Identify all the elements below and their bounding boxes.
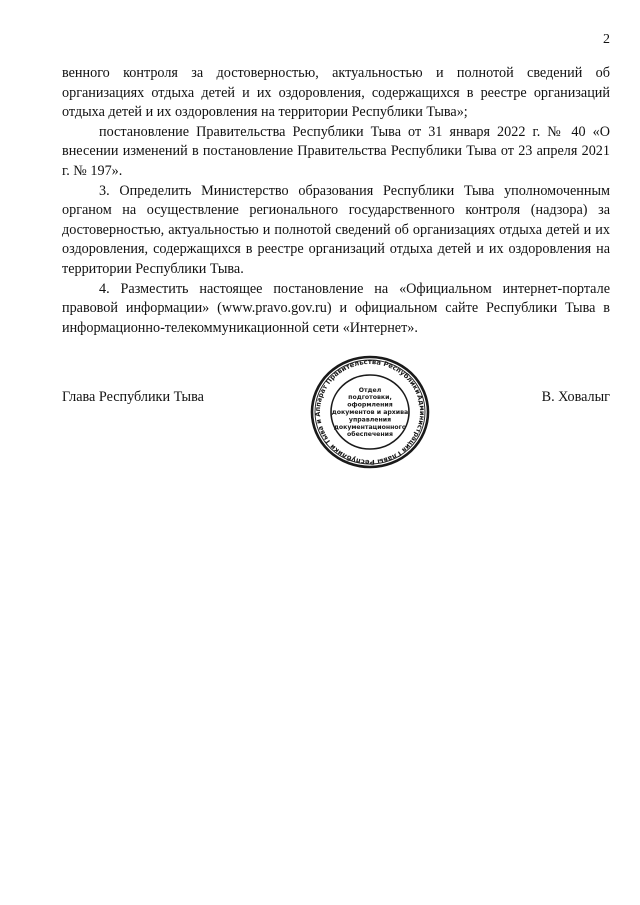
stamp-center-line: оформления <box>347 401 393 409</box>
stamp-center-text <box>332 387 408 438</box>
stamp-center-line: управления <box>348 416 392 424</box>
stamp-center-line: документов и архива <box>331 409 409 416</box>
signatory-name: В. Ховалыг <box>541 389 610 405</box>
stamp-seal-icon <box>300 352 440 472</box>
stamp-center-line: документационного <box>333 423 407 431</box>
signatory-title: Глава Республики Тыва <box>62 389 204 405</box>
paragraph-item-3: 3. Определить Министерство образования Республики Тыва уполномоченным органом на осуществление регионального государственного контроля (надзора) за достоверностью, актуальностью и полнотой сведений об организациях отдыха детей и их оздоровления, содержащихся в реестре организаций отдыха детей и их оздоровления на территории Республики Тыва. <box>62 182 610 277</box>
official-stamp <box>300 352 440 472</box>
stamp-center-line: обеспечения <box>347 431 393 439</box>
paragraph-item-4: 4. Разместить настоящее постановление на «Официальном интернет-портале правовой информации» (www.pravo.gov.ru) и официальном сайте Республики Тыва в информационно-телекоммуникационной сети «Интернет». <box>62 280 610 336</box>
document-body <box>62 64 610 338</box>
stamp-center-line: подготовки, <box>348 394 392 402</box>
page-number: 2 <box>603 32 610 47</box>
paragraph-resolution-reference: постановление Правительства Республики Тыва от 31 января 2022 г. № 40 «О внесении изменений в постановление Правительства Республики Тыва от 23 апреля 2021 г. № 197». <box>62 123 610 179</box>
paragraph-continuation: венного контроля за достоверностью, актуальностью и полнотой сведений об организациях отдыха детей и их оздоровления, содержащихся в реестре организаций отдыха детей и их оздоровления на территории Республики Тыва»; <box>62 65 610 121</box>
stamp-ring-text: Администрация Главы Республики Тыва и Аппарат Правительства Республики <box>313 358 427 466</box>
stamp-center-line: Отдел <box>358 386 382 394</box>
